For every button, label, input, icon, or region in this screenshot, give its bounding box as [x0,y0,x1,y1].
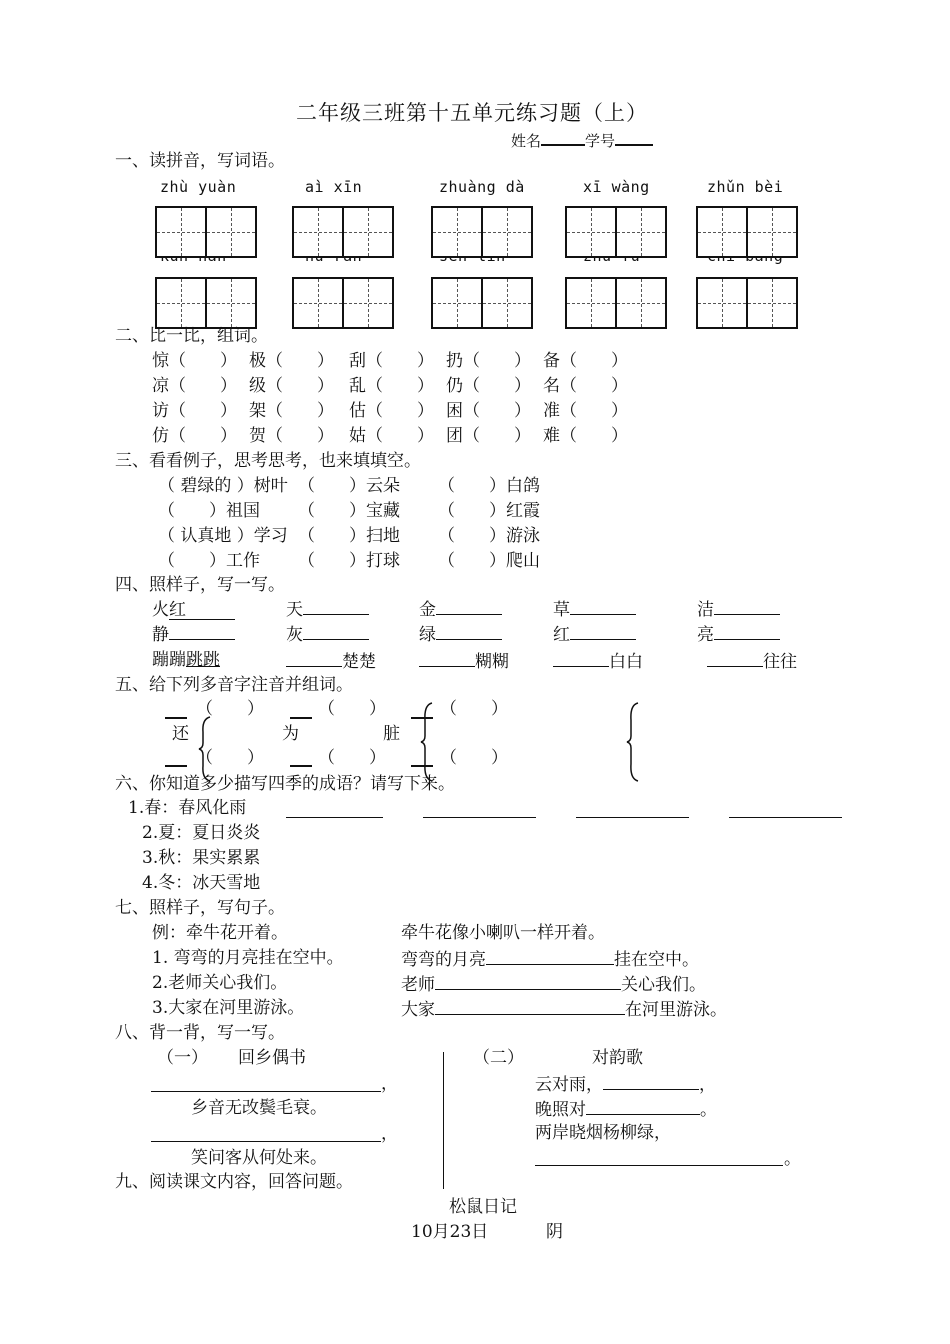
poem-1-line-2: 乡音无改鬓毛衰。 [191,1098,327,1118]
answer-blank[interactable] [435,1000,625,1015]
grid-guide-v [368,279,369,327]
pattern-char: 亮 [697,625,714,645]
writing-grid[interactable] [696,277,798,329]
pattern-item [419,602,502,619]
compare-item[interactable]: 级（ ） [249,376,334,396]
grid-cell[interactable] [157,208,205,256]
pattern-item [697,627,780,644]
polyphone-char-zang: 脏 [383,724,400,744]
pinyin-label: aì xīn [305,178,363,196]
pinyin-label: xī wàng [583,178,650,196]
section-2-heading: 二、比一比，组词。 [115,326,268,346]
answer-line[interactable] [535,1165,783,1166]
grid-guide-v [457,279,458,327]
pattern-item [553,652,643,671]
answer-line[interactable] [729,817,842,818]
compare-item[interactable]: 刮（ ） [349,351,434,371]
answer-blank[interactable] [169,639,235,640]
grid-guide-v [772,208,773,256]
fill-item[interactable]: （ ）云朵 [298,476,400,496]
grid-guide-v [641,208,642,256]
poem-2-number: （二） [473,1048,524,1068]
grid-guide-v [591,279,592,327]
pattern-item [419,652,509,671]
pattern-item [152,627,235,644]
compare-item[interactable]: 惊（ ） [152,351,237,371]
answer-blank[interactable] [714,639,780,640]
sentence-example-right: 牵牛花像小喇叭一样开着。 [401,923,605,943]
section-4-heading: 四、照样子，写一写。 [115,575,285,595]
pattern-char: 静 [152,625,169,645]
section-1-heading: 一、读拼音，写词语。 [115,151,285,171]
pattern-item [553,602,636,619]
grid-cell[interactable] [342,208,392,256]
grid-guide-v [507,279,508,327]
comma: ， [381,1074,398,1094]
fill-item[interactable]: （ ）扫地 [298,526,400,546]
compare-item[interactable]: 访（ ） [152,401,237,421]
section-5-heading: 五、给下列多音字注音并组词。 [115,675,353,695]
answer-line[interactable] [151,1141,381,1142]
grid-cell[interactable] [294,208,342,256]
compare-item[interactable]: 凉（ ） [152,376,237,396]
answer-blank[interactable] [286,652,342,667]
fill-item[interactable]: （ 认真地 ）学习 [158,526,288,546]
grid-cell[interactable] [746,208,796,256]
pinyin-label: zhǔn bèi [707,178,784,196]
grid-cell[interactable] [481,208,531,256]
fill-item[interactable]: （ ）爬山 [438,551,540,571]
poem-2-title: 对韵歌 [592,1048,643,1068]
pattern-char: 天 [286,600,303,620]
writing-grid[interactable] [155,277,257,329]
answer-blank[interactable]: 红 [169,602,235,620]
grid-cell[interactable] [342,279,392,327]
grid-cell[interactable] [433,279,481,327]
writing-grid[interactable] [565,206,667,258]
period: 。 [784,1149,801,1169]
grid-guide-v [507,208,508,256]
grid-cell[interactable] [698,279,746,327]
answer-blank[interactable] [436,639,502,640]
grid-cell[interactable] [205,279,255,327]
answer-blank[interactable] [714,614,780,615]
fill-item[interactable]: （ ）游泳 [438,526,540,546]
answer-blank[interactable] [303,614,369,615]
compare-item[interactable]: 乱（ ） [349,376,434,396]
pattern-item [286,652,376,671]
poem-2-line-2: 晚照对 。 [535,1100,717,1120]
fill-item[interactable]: （ ）宝藏 [298,501,400,521]
writing-grid[interactable] [431,206,533,258]
grid-cell[interactable] [567,208,615,256]
grid-cell[interactable] [567,279,615,327]
grid-cell[interactable] [481,279,531,327]
compare-item[interactable]: 姑（ ） [349,426,434,446]
grid-guide-v [181,279,182,327]
grid-guide-v [231,279,232,327]
pattern-suffix: 白白 [609,652,643,672]
fill-item[interactable]: （ ）红霞 [438,501,540,521]
paren-blank[interactable]: （ ） [196,748,264,768]
poem-2-line-1: 云对雨， ， [535,1075,716,1095]
idiom-spring: 1.春：春风化雨 [128,798,247,818]
answer-blank[interactable] [486,950,614,965]
answer-blank[interactable] [436,614,502,615]
sentence-3-rewrite: 大家 在河里游泳。 [401,1000,727,1020]
answer-line[interactable] [286,817,383,818]
answer-line[interactable] [151,1091,381,1092]
compare-item[interactable]: 困（ ） [446,401,531,421]
polyphone-char-huan: 还 [172,724,189,744]
pattern-char: 洁 [697,600,714,620]
answer-blank[interactable] [435,975,621,990]
answer-blank[interactable] [570,614,636,615]
writing-grid[interactable] [565,277,667,329]
grid-cell[interactable] [205,208,255,256]
grid-guide-v [457,208,458,256]
sentence-1: 1. 弯弯的月亮挂在空中。 [152,948,344,968]
writing-grid[interactable] [431,277,533,329]
answer-blank[interactable] [419,652,475,667]
compare-item[interactable]: 扔（ ） [446,351,531,371]
grid-guide-v [181,208,182,256]
grid-cell[interactable] [294,279,342,327]
answer-blank[interactable] [303,639,369,640]
grid-guide-v [772,279,773,327]
grid-guide-v [641,279,642,327]
pinyin-label: zhù yuàn [160,178,237,196]
grid-cell[interactable] [746,279,796,327]
compare-item[interactable]: 估（ ） [349,401,434,421]
compare-item[interactable]: 仿（ ） [152,426,237,446]
comma: ， [381,1124,398,1144]
compare-item[interactable]: 贺（ ） [249,426,334,446]
sentence-1-rewrite: 弯弯的月亮 挂在空中。 [401,950,699,970]
name-field[interactable] [541,130,585,146]
grid-cell[interactable] [615,279,665,327]
poem-2-line-3: 两岸晓烟杨柳绿， [535,1123,671,1143]
pattern-char: 火 [152,600,169,620]
section-6-heading: 六、你知道多少描写四季的成语？请写下来。 [115,774,455,794]
poem-1-line-4: 笑问客从何处来。 [191,1148,327,1168]
compare-item[interactable]: 备（ ） [543,351,628,371]
idiom-winter: 4.冬：冰天雪地 [142,873,261,893]
answer-line[interactable] [423,817,536,818]
fill-item[interactable]: （ ）祖国 [158,501,260,521]
section-8-heading: 八、背一背，写一写。 [115,1023,285,1043]
paren-blank[interactable]: （ ） [196,699,264,719]
idiom-autumn: 3.秋：果实累累 [142,848,261,868]
fill-item[interactable]: （ ）工作 [158,551,260,571]
polyphone-char-wei: 为 [282,724,299,744]
story-title: 松鼠日记 [449,1197,517,1217]
pattern-char: 绿 [419,625,436,645]
sentence-example-left: 例：牵牛花开着。 [152,923,288,943]
grid-cell[interactable] [433,208,481,256]
paren-blank[interactable]: （ ） [440,699,508,719]
pattern-char: 草 [553,600,570,620]
page-title: 二年级三班第十五单元练习题（上） [296,101,648,125]
story-date: 10月23日 [411,1222,489,1242]
paren-blank[interactable]: （ ） [440,748,508,768]
sentence-2-rewrite: 老师 关心我们。 [401,975,706,995]
pattern-suffix: 楚楚 [342,652,376,672]
section-9-heading: 九、阅读课文内容，回答问题。 [115,1172,353,1192]
answer-blank[interactable] [707,652,763,667]
poem-1-number: （一） [157,1048,208,1068]
pinyin-label: zhuàng dà [439,178,525,196]
grid-guide-v [591,208,592,256]
grid-cell[interactable] [698,208,746,256]
compare-item[interactable]: 极（ ） [249,351,334,371]
pattern-item [553,627,636,644]
answer-blank[interactable] [603,1075,699,1090]
compare-item[interactable]: 准（ ） [543,401,628,421]
fill-item[interactable]: （ ）白鸽 [438,476,540,496]
compare-item[interactable]: 架（ ） [249,401,334,421]
poem-1-title: 回乡偶书 [238,1048,306,1068]
writing-grid[interactable] [292,206,394,258]
grid-guide-v [722,279,723,327]
name-label: 姓名 [511,132,542,150]
fill-item[interactable]: （ 碧绿的 ）树叶 [158,476,288,496]
grid-guide-v [318,208,319,256]
compare-item[interactable]: 团（ ） [446,426,531,446]
answer-blank[interactable] [570,639,636,640]
pattern-item [286,627,369,644]
pattern-item [286,602,369,619]
compare-item[interactable]: 仍（ ） [446,376,531,396]
sentence-3: 3.大家在河里游泳。 [152,998,305,1018]
answer-blank[interactable] [553,652,609,667]
section-7-heading: 七、照样子，写句子。 [115,898,285,918]
grid-cell[interactable] [615,208,665,256]
pattern-item [152,602,235,620]
paren-blank[interactable]: （ ） [318,748,386,768]
writing-grid[interactable] [155,206,257,258]
pattern-char: 灰 [286,625,303,645]
pattern-suffix: 糊糊 [475,652,509,672]
story-weather: 阴 [546,1222,563,1242]
pattern-example: 蹦蹦跳跳 [152,650,220,670]
grid-guide-v [231,208,232,256]
grid-cell[interactable] [157,279,205,327]
section-3-heading: 三、看看例子，思考思考，也来填填空。 [115,451,421,471]
compare-item[interactable]: 难（ ） [543,426,628,446]
grid-guide-v [722,208,723,256]
pattern-item [419,627,502,644]
answer-blank[interactable] [586,1100,700,1115]
paren-blank[interactable]: （ ） [318,699,386,719]
writing-grid[interactable] [292,277,394,329]
brace-icon [420,702,434,782]
pattern-suffix: 往往 [763,652,797,672]
idiom-summer: 2.夏：夏日炎炎 [142,823,261,843]
compare-item[interactable]: 名（ ） [543,376,628,396]
id-field[interactable] [615,130,653,146]
grid-guide-v [318,279,319,327]
fill-item[interactable]: （ ）打球 [298,551,400,571]
id-label: 学号 [585,132,616,150]
pattern-char: 红 [553,625,570,645]
student-info [511,130,653,149]
poem-divider [443,1052,444,1189]
pattern-char: 金 [419,600,436,620]
sentence-2: 2.老师关心我们。 [152,973,288,993]
answer-line[interactable] [576,817,689,818]
writing-grid[interactable] [696,206,798,258]
grid-guide-v [368,208,369,256]
pattern-item [697,602,780,619]
pattern-item [707,652,797,671]
brace-icon [626,702,640,782]
